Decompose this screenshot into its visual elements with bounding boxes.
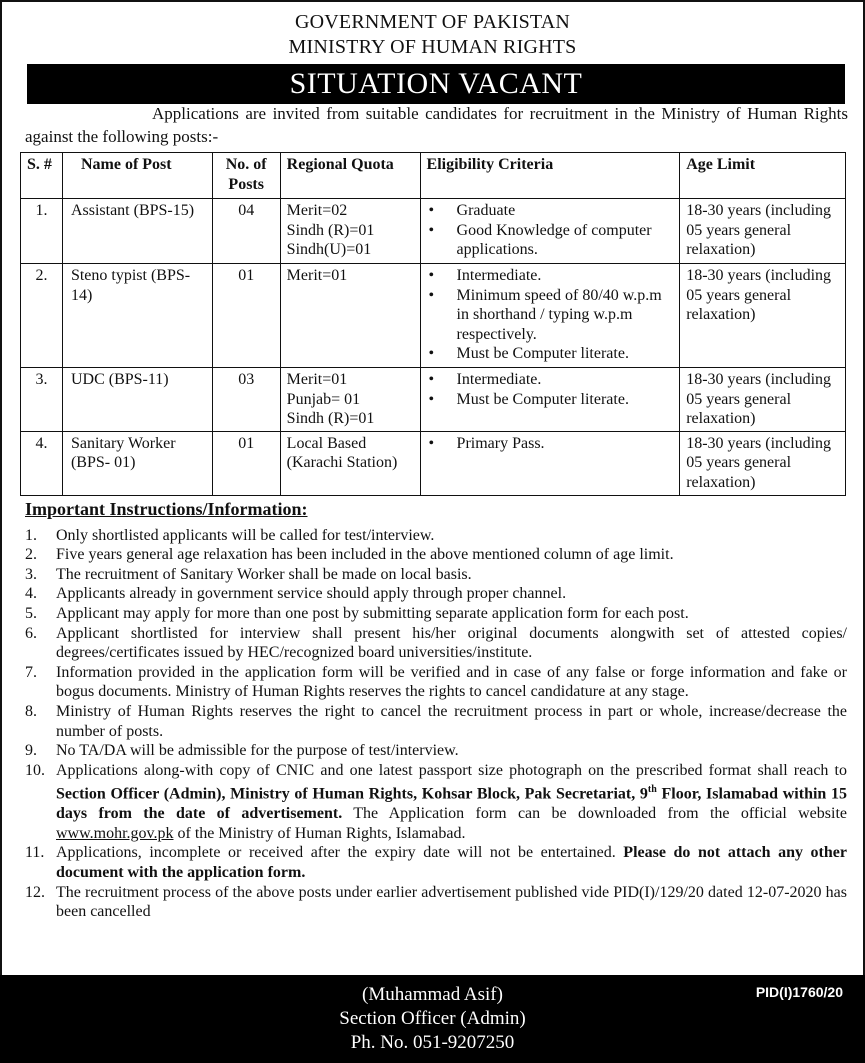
item-text: Five years general age relaxation has been included in the above mentioned column of age limit. bbox=[56, 546, 674, 564]
item-number: 7. bbox=[25, 663, 37, 681]
table-row bbox=[21, 368, 846, 432]
cell-quota bbox=[280, 264, 420, 368]
cell-quota bbox=[280, 368, 420, 432]
instruction-item bbox=[25, 883, 847, 922]
criteria-item: • Good Knowledge of computer applications. bbox=[427, 221, 674, 260]
cell-post: Sanitary Worker (BPS- 01) bbox=[62, 431, 212, 495]
instruction-item bbox=[25, 604, 847, 624]
signatory-designation: Section Officer (Admin) bbox=[339, 1008, 526, 1029]
criteria-item: • Intermediate. bbox=[427, 370, 674, 390]
item-text: Applications along-with copy of CNIC and one latest passport size photograph on the prescribed format shall reach to bbox=[56, 761, 847, 779]
cell-quota bbox=[280, 199, 420, 264]
item-number: 12. bbox=[25, 883, 45, 901]
item-number: 4. bbox=[25, 585, 37, 603]
quota-line: Local Based (Karachi Station) bbox=[286, 434, 398, 471]
cell-age: 18-30 years (including 05 years general relaxation) bbox=[680, 264, 846, 368]
item-number: 2. bbox=[25, 546, 37, 564]
instruction-item bbox=[25, 702, 847, 741]
col-header-posts: No. of Posts bbox=[212, 153, 280, 199]
quota-line: Sindh (R)=01 bbox=[286, 221, 375, 239]
cell-sn: 2. bbox=[21, 264, 63, 368]
item-text: No TA/DA will be admissible for the purpose of test/interview. bbox=[56, 742, 459, 760]
cell-criteria bbox=[420, 199, 680, 264]
col-header-age: Age Limit bbox=[680, 153, 846, 199]
item-text: Applicant shortlisted for interview shall present his/her original documents alongwith set of attested copies/ degrees/certificates issued by HEC/recognized board universities/institute. bbox=[56, 624, 847, 662]
table-row bbox=[21, 431, 846, 495]
cell-posts: 04 bbox=[212, 199, 280, 264]
criteria-item: • Must be Computer literate. bbox=[427, 390, 674, 410]
cell-posts: 01 bbox=[212, 264, 280, 368]
cell-sn: 4. bbox=[21, 431, 63, 495]
quota-line: Sindh(U)=01 bbox=[286, 241, 372, 258]
pid-number: PID(I)1760/20 bbox=[755, 984, 843, 1000]
item-number: 10. bbox=[25, 761, 45, 779]
item-number: 5. bbox=[25, 604, 37, 622]
cell-age: 18-30 years (including 05 years general relaxation) bbox=[680, 368, 846, 432]
cell-posts: 01 bbox=[212, 431, 280, 495]
ministry-title: MINISTRY OF HUMAN RIGHTS bbox=[288, 36, 577, 58]
item-number: 9. bbox=[25, 742, 37, 760]
table-row bbox=[21, 264, 846, 368]
deadline-text: Floor, Islamabad within 15 days from the date of advertisement. bbox=[56, 785, 848, 823]
instruction-item bbox=[25, 741, 847, 761]
item-number: 6. bbox=[25, 624, 37, 642]
quota-line: Punjab= 01 bbox=[286, 390, 361, 408]
situation-vacant-banner: SITUATION VACANT bbox=[27, 64, 845, 104]
table-row bbox=[21, 199, 846, 264]
item-number: 8. bbox=[25, 702, 37, 720]
col-header-sn: S. # bbox=[21, 153, 63, 199]
item-text: Applications, incomplete or received after the expiry date will not be entertained. bbox=[56, 844, 624, 862]
government-title: GOVERNMENT OF PAKISTAN bbox=[294, 11, 571, 33]
cell-sn: 1. bbox=[21, 199, 63, 264]
footer-signature-block bbox=[0, 975, 865, 1063]
criteria-item: • Graduate bbox=[427, 201, 674, 221]
item-text: of the Ministry of Human Rights, Islamabad. bbox=[173, 824, 466, 842]
instruction-item bbox=[25, 526, 847, 546]
item-text: Only shortlisted applicants will be called for test/interview. bbox=[56, 526, 435, 544]
item-number: 3. bbox=[25, 565, 37, 583]
cell-sn: 3. bbox=[21, 368, 63, 432]
item-text: Ministry of Human Rights reserves the right to cancel the recruitment process in part or whole, increase/decrease the number of posts. bbox=[56, 702, 847, 740]
col-header-quota: Regional Quota bbox=[280, 153, 420, 199]
item-text: Information provided in the application form will be verified and in case of any false or forge information and fake or bogus documents. Ministry of Human Rights reserves the rights to cancel candidature at any stage. bbox=[56, 663, 847, 701]
col-header-criteria: Eligibility Criteria bbox=[420, 153, 680, 199]
cell-criteria bbox=[420, 368, 680, 432]
instructions-section bbox=[25, 500, 847, 922]
criteria-item: • Must be Computer literate. bbox=[427, 344, 674, 364]
col-header-post: Name of Post bbox=[62, 153, 212, 199]
item-number: 11. bbox=[25, 844, 45, 862]
cell-criteria bbox=[420, 264, 680, 368]
instruction-item bbox=[25, 545, 847, 565]
instruction-item bbox=[25, 843, 847, 882]
criteria-item: • Intermediate. bbox=[427, 266, 674, 286]
quota-line: Merit=01 bbox=[286, 371, 348, 388]
item-text: The Application form can be downloaded from the official website bbox=[342, 805, 848, 823]
quota-line: Merit=02 bbox=[286, 202, 348, 219]
instruction-item bbox=[25, 663, 847, 702]
instructions-title: Important Instructions/Information: bbox=[25, 499, 308, 519]
cell-post: Steno typist (BPS-14) bbox=[62, 264, 212, 368]
instruction-item bbox=[25, 624, 847, 663]
cell-quota bbox=[280, 431, 420, 495]
cell-criteria bbox=[420, 431, 680, 495]
website-link[interactable]: www.mohr.gov.pk bbox=[56, 824, 174, 842]
quota-line: Sindh (R)=01 bbox=[286, 410, 375, 427]
signatory-name: (Muhammad Asif) bbox=[362, 984, 503, 1005]
quota-line: Merit=01 bbox=[286, 267, 348, 284]
instruction-item bbox=[25, 761, 847, 844]
posts-table bbox=[20, 152, 846, 496]
instructions-list bbox=[25, 526, 847, 922]
cell-age: 18-30 years (including 05 years general relaxation) bbox=[680, 199, 846, 264]
item-number: 1. bbox=[25, 526, 37, 544]
item-text: The recruitment process of the above posts under earlier advertisement published vide PID(I)/129/20 dated 12-07-2020 has been cancelled bbox=[56, 883, 847, 921]
table-header-row bbox=[21, 153, 846, 199]
criteria-item: • Minimum speed of 80/40 w.p.m in shorthand / typing w.p.m respectively. bbox=[427, 286, 674, 345]
instruction-item bbox=[25, 565, 847, 585]
superscript: th bbox=[647, 784, 657, 796]
item-text: Applicant may apply for more than one post by submitting separate application form for each post. bbox=[56, 604, 689, 622]
instruction-item bbox=[25, 584, 847, 604]
item-text: The recruitment of Sanitary Worker shall be made on local basis. bbox=[56, 565, 472, 583]
signatory-phone: Ph. No. 051-9207250 bbox=[350, 1032, 515, 1053]
address-text: Section Officer (Admin), Ministry of Human Rights, Kohsar Block, Pak Secretariat, 9 bbox=[56, 785, 648, 803]
signatory bbox=[0, 983, 865, 1055]
intro-paragraph: Applications are invited from suitable candidates for recruitment in the Ministry of Human Rights against the following posts:- bbox=[25, 104, 848, 146]
cell-age: 18-30 years (including 05 years general relaxation) bbox=[680, 431, 846, 495]
cell-posts: 03 bbox=[212, 368, 280, 432]
cell-post: Assistant (BPS-15) bbox=[62, 199, 212, 264]
warning-text: Please do not attach any other document with the application form. bbox=[56, 844, 847, 882]
criteria-item: • Primary Pass. bbox=[427, 434, 674, 454]
item-text: Applicants already in government service should apply through proper channel. bbox=[56, 585, 567, 603]
cell-post: UDC (BPS-11) bbox=[62, 368, 212, 432]
